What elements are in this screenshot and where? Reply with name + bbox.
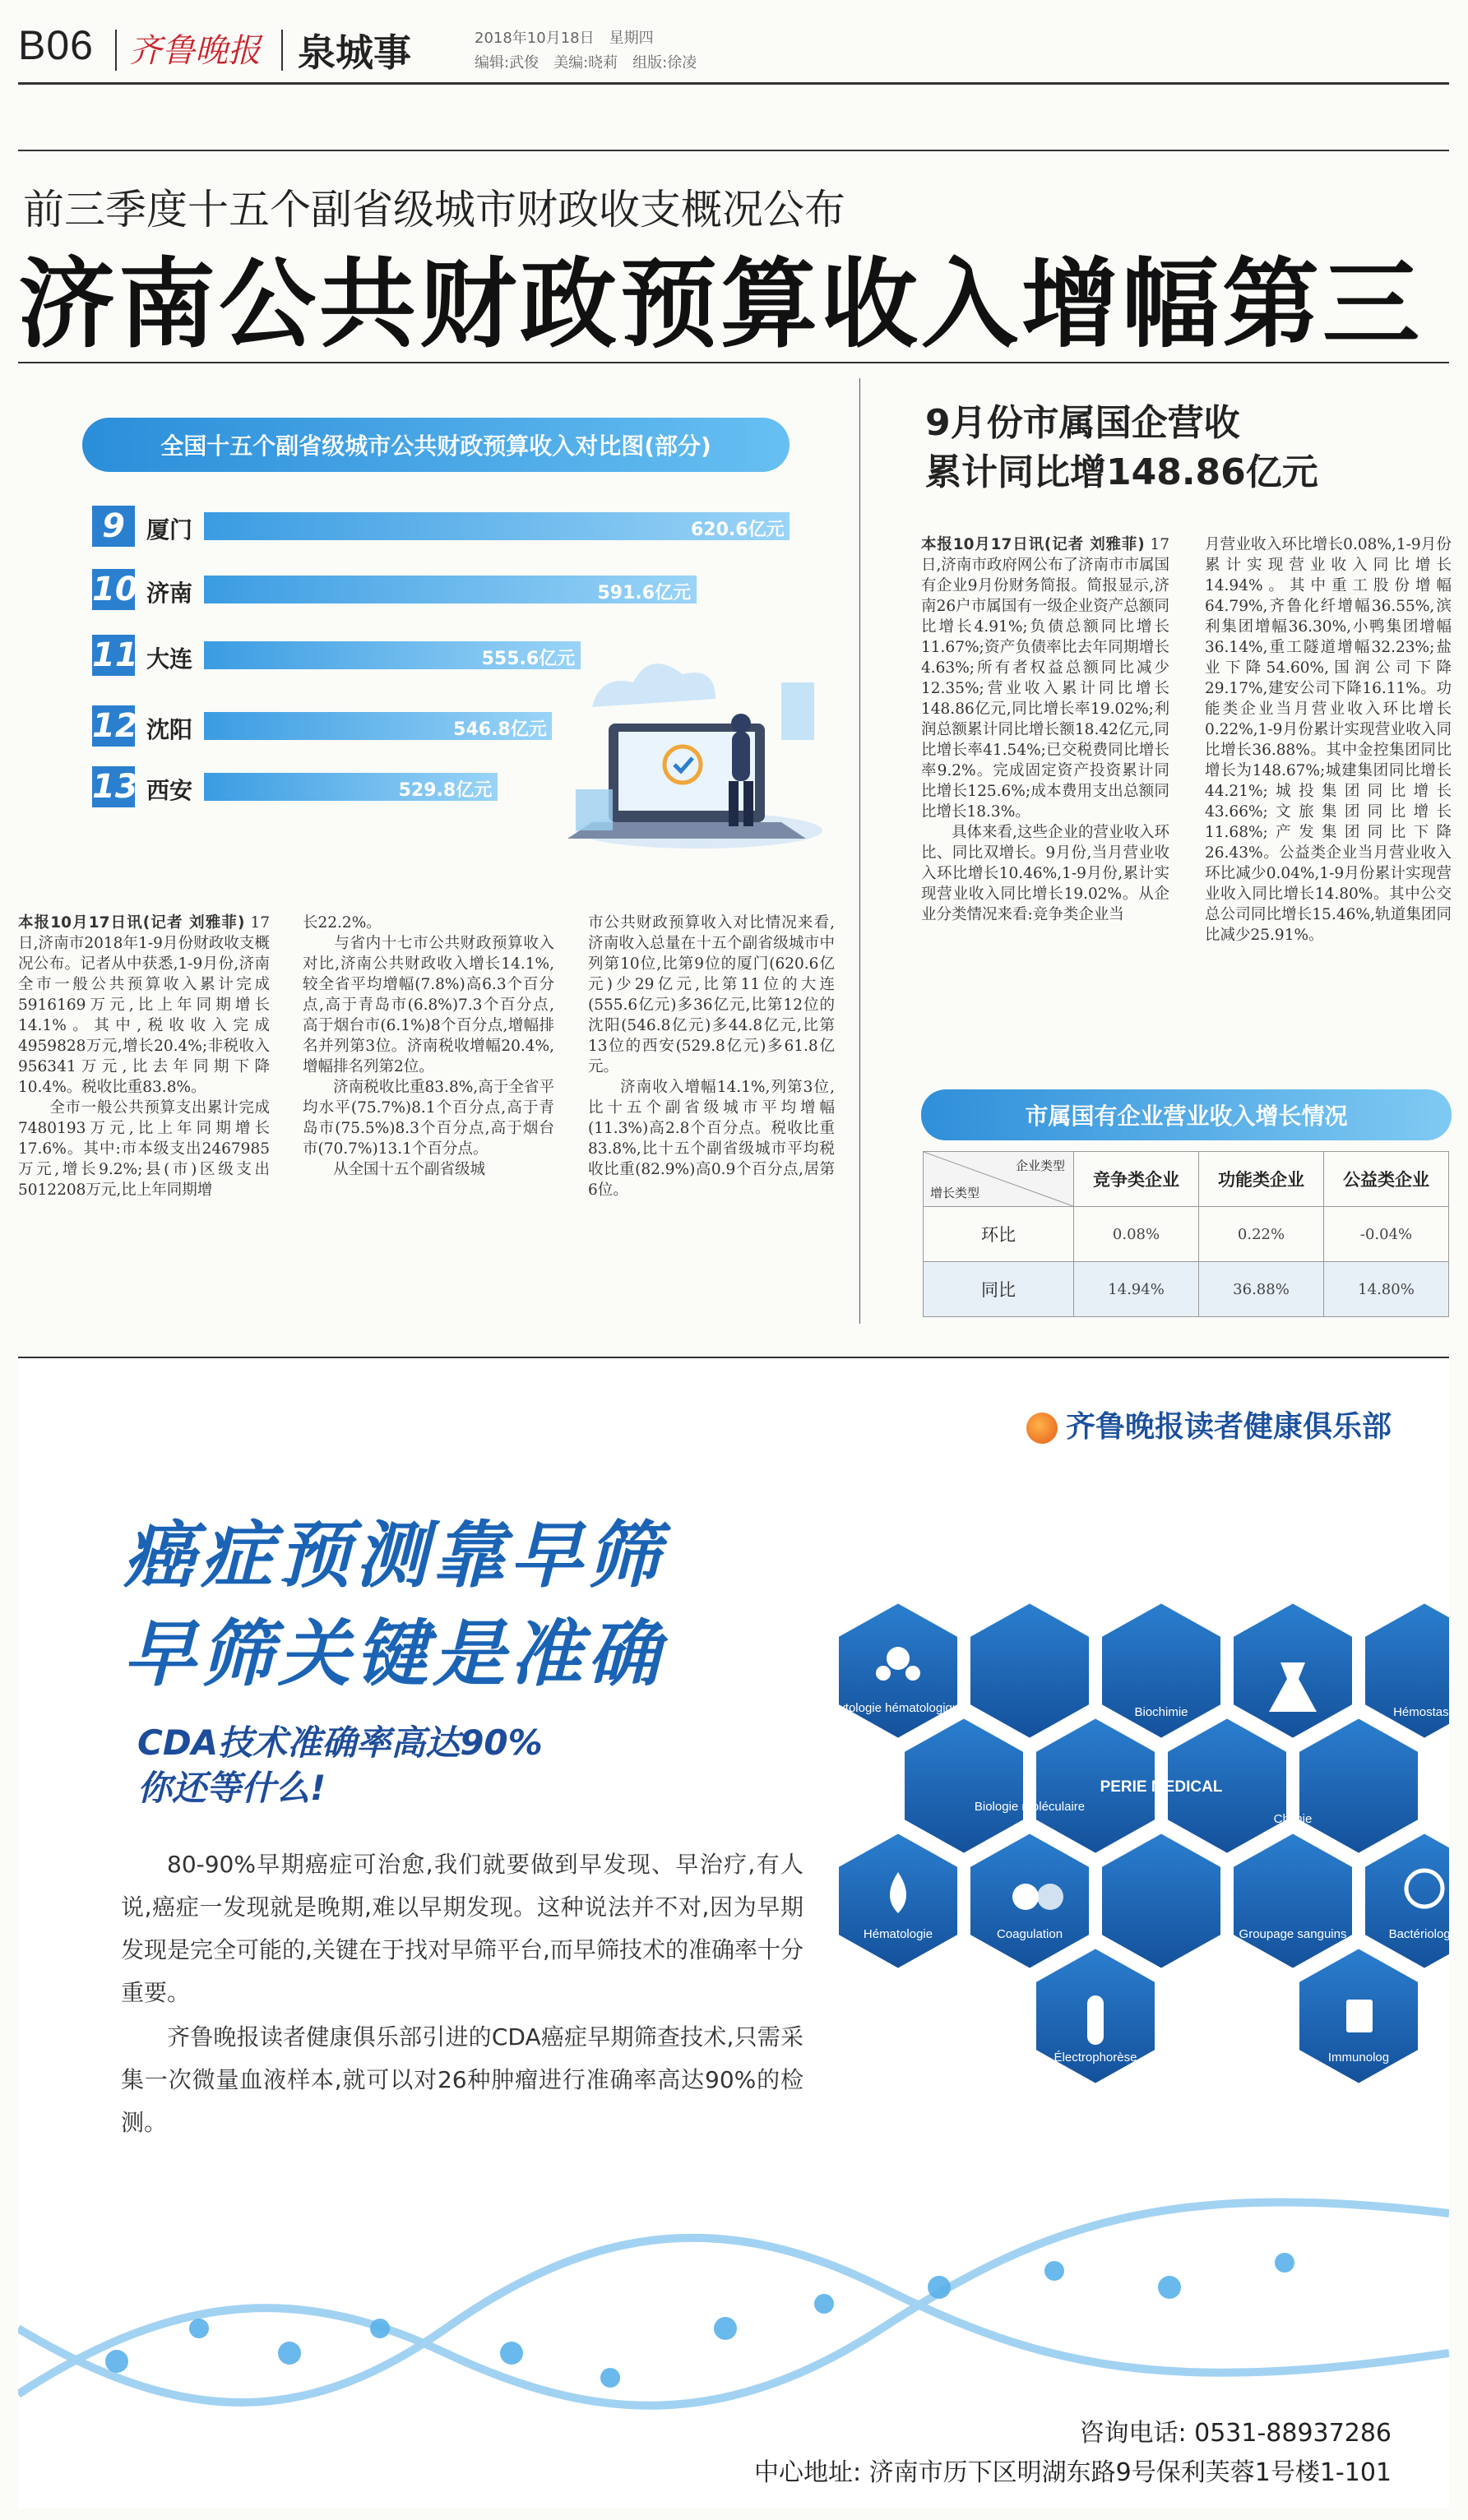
chart-category-label: 济南 bbox=[146, 580, 193, 607]
chart-rank-badge: 13 bbox=[92, 768, 138, 806]
corner-bottom-label: 增长类型 bbox=[930, 1186, 980, 1200]
table-row-label: 环比 bbox=[924, 1207, 1074, 1262]
table-cell: -0.04% bbox=[1324, 1207, 1449, 1262]
revenue-growth-table bbox=[923, 1151, 1449, 1317]
table-title: 市属国有企业营业收入增长情况 bbox=[921, 1089, 1452, 1140]
table-row-label: 同比 bbox=[924, 1262, 1074, 1317]
article-left-col1-text: 17日,济南市2018年1-9月份财政收支概况公布。记者从中获悉,1-9月份,济南全市一般公共预算收入累计完成5916169万元,比上年同期增长14.1%。其中,税收收入完成4959828万元,增长20.4%;非税收入956341万元,比去年同期下降10.4%。税收比重83.8%。 全市一般公共预算支出累计完成7480193万元,比上年同期增长17.6%。其中:市本级支出2467985万元,增长9.2%;县(市)区级支出5012208万元,比上年同期增 bbox=[18, 914, 270, 1199]
club-logo bbox=[1026, 1403, 1392, 1445]
chart-rank-badge: 10 bbox=[92, 571, 138, 608]
hex-label-electro: Électrophorèse bbox=[1054, 2051, 1137, 2065]
hex-label-center: PERIE MEDICAL bbox=[1100, 1778, 1223, 1796]
table-cell: 14.94% bbox=[1074, 1262, 1199, 1317]
column-divider bbox=[859, 378, 860, 1324]
ad-phone: 咨询电话: 0531-88937286 bbox=[1079, 2419, 1392, 2448]
article-right-lead: 本报10月17日讯(记者 刘雅菲) bbox=[921, 536, 1145, 553]
article-left-col2: 长22.2%。 与省内十七市公共财政预算收入对比,济南公共财政收入增长14.1%,较全省平均增幅(7.8%)高6.3个百分点,高于青岛市(6.8%)7.3个百分点,高于烟台市(6.1%)8个百分点,增幅排名并列第3位。济南税收增幅20.4%,增幅排名列第2位。 济南税收比重83.8%,高于全省平均水平(75.7%)8.1个百分点,高于青岛市(75.5%)8.3个百分点,高于烟台市(70.7%)13.1个百分点。 从全国十五个副省级城 bbox=[303, 914, 554, 1178]
health-club-advertisement bbox=[18, 1357, 1461, 2508]
article-left-col1 bbox=[18, 913, 270, 1200]
page-number: B06 bbox=[18, 22, 94, 68]
hex-label-chemistry: Chimie bbox=[1273, 1812, 1313, 1826]
corner-top-label: 企业类型 bbox=[1015, 1158, 1065, 1173]
hex-label-hemostasis: Hémostase bbox=[1393, 1705, 1456, 1719]
hex-label-bacteriology: Bactériologie bbox=[1388, 1927, 1461, 1941]
article-right-title-line1: 9月份市属国企营收 bbox=[925, 402, 1240, 444]
ad-subheadline-line1: CDA技术准确率高达90% bbox=[137, 1722, 543, 1763]
hex-label-cytology: Cytologie hématologique bbox=[830, 1701, 966, 1715]
hex-label-molecular: Biologie moléculaire bbox=[974, 1800, 1086, 1814]
table-corner-cell bbox=[924, 1152, 1074, 1207]
table-row bbox=[924, 1207, 1449, 1262]
table-header-row bbox=[924, 1152, 1449, 1207]
chart-value-label: 555.6亿元 bbox=[481, 649, 576, 669]
table-cell: 36.88% bbox=[1199, 1262, 1324, 1317]
table-row bbox=[924, 1262, 1449, 1317]
chart-value-label: 591.6亿元 bbox=[597, 583, 692, 603]
headline-title: 济南公共财政预算收入增幅第三 bbox=[18, 247, 1424, 361]
headline-subtitle: 前三季度十五个副省级城市财政收支概况公布 bbox=[23, 186, 845, 234]
table-header-cell: 竞争类企业 bbox=[1074, 1152, 1199, 1207]
chart-category-label: 大连 bbox=[146, 645, 193, 673]
issue-date: 2018年10月18日 星期四 bbox=[475, 30, 654, 47]
chart-value-label: 546.8亿元 bbox=[453, 719, 547, 740]
newspaper-logo: 齐鲁晚报 bbox=[129, 32, 261, 70]
hex-label-immuno: Immunolog bbox=[1327, 2051, 1390, 2065]
article-left-col3: 市公共财政预算收入对比情况来看,济南收入总量在十五个副省级城市中列第10位,比第9位的厦门(620.6亿元)少29亿元,比第11位的大连(555.6亿元)多36亿元,比第12位的沈阳(546.8亿元)多44.8亿元,比第13位的西安(529.8亿元)多61.8亿元。 济南收入增幅14.1%,列第3位,比十五个副省级城市平均增幅(11.3%)高2.8个百分点。税收比重83.8%,比十五个副省级城市平均税收比重(82.9%)高0.9个百分点,居第6位。 bbox=[588, 914, 835, 1199]
article-right-title-line2: 累计同比增148.86亿元 bbox=[925, 451, 1318, 493]
article-left-lead: 本报10月17日讯(记者 刘雅菲) bbox=[18, 914, 245, 932]
article-right-col1-text: 17日,济南市政府网公布了济南市市属国有企业9月份财务简报。简报显示,济南26户市属国有一级企业资产总额同比增长4.91%;负债总额同比增长11.67%;资产负债率比去年同期增长4.63%;所有者权益总额同比减少12.35%;营业收入累计同比增长148.86亿元,同比增长率19.02%;利润总额累计同比增长额18.42亿元,同比增长率41.54%;已交税费同比增长率9.2%。完成固定资产投资累计同比增长125.6%;成本费用支出总额同比增长18.3%。 具体来看,这些企业的营业收入环比、同比双增长。9月份,当月营业收入环比增长10.46%,1-9月份,累计实现营业收入同比增长19.02%。从企业分类情况来看:竞争类企业当 bbox=[921, 536, 1169, 923]
article-right-col2: 月营业收入环比增长0.08%,1-9月份累计实现营业收入同比增长14.94%。其中重工股份增幅64.79%,齐鲁化纤增幅36.55%,滨利集团增幅36.30%,小鸭集团增幅36.14%,重工隧道增幅32.23%;盐业下降54.60%,国润公司下降29.17%,建安公司下降16.11%。功能类企业当月营业收入环比增长0.22%,1-9月份累计实现营业收入同比增长36.88%。其中金控集团同比增长为148.67%;城建集团同比增长44.21%;城投集团同比增长43.66%;文旅集团同比增长11.68%;产发集团同比下降26.43%。公益类企业当月营业收入环比减少0.04%,1-9月份累计实现营业收入同比增长14.80%。其中公交总公司同比增长15.46%,轨道集团同比减少25.91%。 bbox=[1205, 536, 1452, 944]
hex-label-biochem: Biochimie bbox=[1134, 1705, 1188, 1719]
chart-rank-badge: 12 bbox=[92, 707, 138, 745]
ad-headline-line2: 早筛关键是准确 bbox=[123, 1611, 665, 1696]
table-cell: 14.80% bbox=[1324, 1262, 1449, 1317]
chart-category-label: 厦门 bbox=[146, 516, 193, 543]
chart-category-label: 沈阳 bbox=[146, 716, 193, 743]
article-right-col1 bbox=[921, 534, 1169, 925]
chart-title: 全国十五个副省级城市公共财政预算收入对比图(部分) bbox=[82, 418, 790, 472]
laptop-illustration-icon bbox=[559, 608, 822, 855]
ad-subheadline-line2: 你还等什么! bbox=[137, 1768, 326, 1808]
section-name: 泉城事 bbox=[298, 30, 411, 75]
chart-rank-badge: 11 bbox=[92, 636, 138, 674]
ad-headline-line1: 癌症预测靠早筛 bbox=[123, 1513, 665, 1598]
chart-rank-badge: 9 bbox=[92, 506, 135, 547]
ad-paragraph-1: 80-90%早期癌症可治愈,我们就要做到早发现、早治疗,有人说,癌症一发现就是晚期,难以早期发现。这种说法并不对,因为早期发现是完全可能的,关键在于找对早筛平台,而早筛技术的准确率十分重要。 bbox=[121, 1851, 803, 2006]
ad-address: 中心地址: 济南市历下区明湖东路9号保利芙蓉1号楼1-101 bbox=[754, 2458, 1392, 2487]
ad-paragraph-2: 齐鲁晚报读者健康俱乐部引进的CDA癌症早期筛查技术,只需采集一次微量血液样本,就可以对26种肿瘤进行准确率高达90%的检测。 bbox=[121, 2023, 803, 2136]
medical-hexagon-graphic bbox=[824, 1576, 1461, 2102]
editor-credits: 编辑:武俊 美编:晓莉 组版:徐凌 bbox=[475, 54, 697, 72]
article-right-title bbox=[925, 399, 1318, 497]
hex-label-hematology: Hématologie bbox=[863, 1927, 933, 1941]
chart-category-label: 西安 bbox=[146, 777, 193, 804]
hex-label-coagulation: Coagulation bbox=[996, 1927, 1063, 1941]
table-cell: 0.22% bbox=[1199, 1207, 1324, 1262]
table-cell: 0.08% bbox=[1074, 1207, 1199, 1262]
table-header-cell: 功能类企业 bbox=[1199, 1152, 1324, 1207]
chart-value-label: 529.8亿元 bbox=[398, 780, 493, 801]
club-logo-icon bbox=[1026, 1413, 1058, 1444]
chart-value-label: 620.6亿元 bbox=[691, 520, 785, 540]
table-header-cell: 公益类企业 bbox=[1324, 1152, 1449, 1207]
hex-label-groupage: Groupage sanguins bbox=[1239, 1927, 1347, 1941]
club-name: 齐鲁晚报读者健康俱乐部 bbox=[1065, 1410, 1392, 1444]
